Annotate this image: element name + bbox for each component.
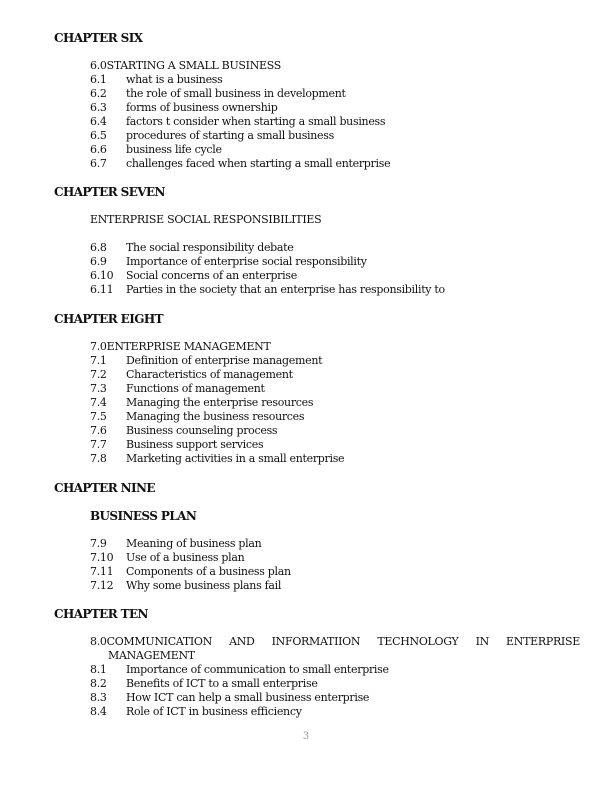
item-number: 7.10: [90, 551, 114, 564]
list-item: [90, 354, 580, 368]
item-text: Managing the enterprise resources: [126, 396, 314, 409]
list-item: [90, 101, 580, 115]
item-text: Why some business plans fail: [126, 579, 282, 592]
section-title: [90, 635, 580, 649]
item-text: forms of business ownership: [126, 101, 278, 114]
chapter-ten-contents: [90, 635, 580, 719]
list-item: [90, 452, 580, 466]
chapter-heading-seven: CHAPTER SEVEN: [54, 185, 165, 199]
chapter-six-contents: [90, 59, 580, 171]
list-item: [90, 410, 580, 424]
section-title-word: 8.0COMMUNICATION: [90, 635, 212, 648]
item-text: business life cycle: [126, 143, 222, 156]
item-number: 6.4: [90, 115, 107, 128]
item-text: Role of ICT in business efficiency: [126, 705, 302, 718]
item-number: 7.12: [90, 579, 114, 592]
page-number: 3: [302, 731, 310, 742]
list-item: [90, 537, 580, 551]
list-item: [90, 565, 580, 579]
item-number: 6.7: [90, 157, 107, 170]
list-item: [90, 241, 580, 255]
section-title: 6.0STARTING A SMALL BUSINESS: [90, 59, 282, 72]
item-text: Business support services: [126, 438, 264, 451]
section-title-word: ENTERPRISE: [506, 635, 580, 648]
chapter-seven-contents: [90, 213, 580, 297]
item-text: Business counseling process: [126, 424, 278, 437]
item-number: 7.6: [90, 424, 107, 437]
list-item: [90, 677, 580, 691]
list-item: [90, 663, 580, 677]
item-number: 8.1: [90, 663, 107, 676]
item-number: 7.5: [90, 410, 107, 423]
item-text: Characteristics of management: [126, 368, 293, 381]
list-item: [90, 255, 580, 269]
item-text: Functions of management: [126, 382, 265, 395]
item-number: 8.3: [90, 691, 107, 704]
list-item: [90, 269, 580, 283]
item-number: 6.2: [90, 87, 107, 100]
item-text: challenges faced when starting a small enterprise: [126, 157, 391, 170]
section-title-continuation: MANAGEMENT: [108, 649, 195, 662]
item-text: Importance of enterprise social responsibility: [126, 255, 367, 268]
item-number: 6.3: [90, 101, 107, 114]
item-number: 7.11: [90, 565, 114, 578]
item-text: Benefits of ICT to a small enterprise: [126, 677, 318, 690]
section-title: 7.0ENTERPRISE MANAGEMENT: [90, 340, 271, 353]
list-item: [90, 691, 580, 705]
item-number: 6.5: [90, 129, 107, 142]
list-item: [90, 396, 580, 410]
list-item: [90, 438, 580, 452]
item-text: Social concerns of an enterprise: [126, 269, 297, 282]
item-number: 8.4: [90, 705, 107, 718]
item-number: 6.1: [90, 73, 107, 86]
chapter-heading-eight: CHAPTER EIGHT: [54, 312, 163, 326]
item-number: 8.2: [90, 677, 107, 690]
list-item: [90, 579, 580, 593]
item-text: Components of a business plan: [126, 565, 291, 578]
chapter-heading-six: CHAPTER SIX: [54, 31, 143, 45]
chapter-heading-ten: CHAPTER TEN: [54, 607, 148, 621]
section-title-word: AND: [229, 635, 255, 648]
item-number: 7.2: [90, 368, 107, 381]
item-text: what is a business: [126, 73, 223, 86]
list-item: [90, 705, 580, 719]
list-item: [90, 115, 580, 129]
section-title-word: INFORMATIION: [271, 635, 361, 648]
list-item: [90, 73, 580, 87]
item-text: Meaning of business plan: [126, 537, 262, 550]
item-number: 7.3: [90, 382, 107, 395]
section-title-word: IN: [475, 635, 489, 648]
list-item: [90, 143, 580, 157]
chapter-eight-contents: [90, 340, 580, 466]
item-number: 7.7: [90, 438, 107, 451]
item-text: Marketing activities in a small enterprise: [126, 452, 345, 465]
list-item: [90, 382, 580, 396]
item-text: the role of small business in development: [126, 87, 346, 100]
item-text: Definition of enterprise management: [126, 354, 323, 367]
item-text: Managing the business resources: [126, 410, 305, 423]
item-number: 7.9: [90, 537, 107, 550]
item-text: Parties in the society that an enterprise has responsibility to: [126, 283, 445, 296]
item-number: 6.9: [90, 255, 107, 268]
list-item: [90, 157, 580, 171]
item-text: Importance of communication to small enterprise: [126, 663, 389, 676]
chapter-heading-nine: CHAPTER NINE: [54, 481, 155, 495]
item-text: The social responsibility debate: [126, 241, 294, 254]
list-item: [90, 129, 580, 143]
chapter-nine-contents: [90, 509, 580, 593]
item-text: factors t consider when starting a small business: [126, 115, 386, 128]
list-item: [90, 424, 580, 438]
item-number: 6.11: [90, 283, 114, 296]
item-number: 7.8: [90, 452, 107, 465]
item-number: 7.4: [90, 396, 107, 409]
section-title-word: TECHNOLOGY: [377, 635, 459, 648]
item-text: How ICT can help a small business enterprise: [126, 691, 370, 704]
section-title: ENTERPRISE SOCIAL RESPONSIBILITIES: [90, 213, 322, 226]
item-number: 6.10: [90, 269, 114, 282]
list-item: [90, 368, 580, 382]
list-item: [90, 87, 580, 101]
item-number: 6.6: [90, 143, 107, 156]
list-item: [90, 551, 580, 565]
item-number: 6.8: [90, 241, 107, 254]
section-title: BUSINESS PLAN: [90, 509, 197, 523]
item-text: Use of a business plan: [126, 551, 245, 564]
item-number: 7.1: [90, 354, 107, 367]
item-text: procedures of starting a small business: [126, 129, 334, 142]
list-item: [90, 283, 580, 297]
